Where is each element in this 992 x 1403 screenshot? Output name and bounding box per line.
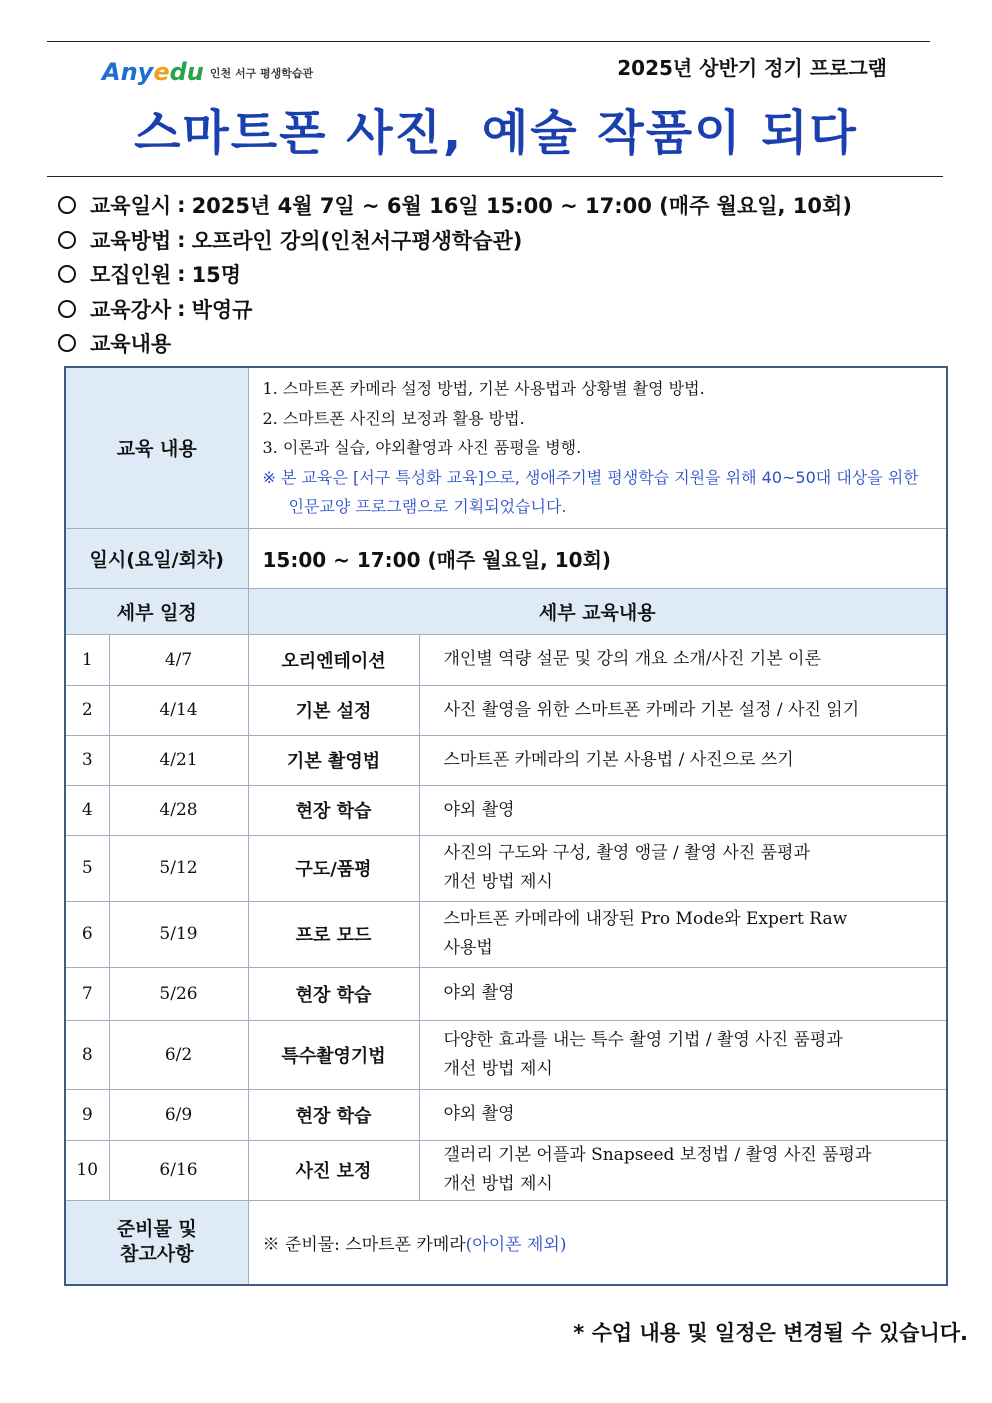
- logo: [102, 46, 313, 86]
- time-head: 일시(요일/회차): [65, 528, 248, 588]
- info-item-content: 교육내용: [58, 326, 852, 361]
- detail-head: 세부 교육내용: [248, 588, 947, 634]
- content-note: ※ 본 교육은 [서구 특성화 교육]으로, 생애주기별 평생학습 지원을 위해 40~50대 대상을 위한 인문교양 프로그램으로 기획되었습니다.: [262, 467, 919, 516]
- info-item-date: 교육일시 : 2025년 4월 7일 ~ 6월 16일 15:00 ~ 17:00 (매주 월요일, 10회): [58, 188, 852, 223]
- table-row: 5 5/12 구도/품평 사진의 구도와 구성, 촬영 앵글 / 촬영 사진 품평과 개선 방법 제시: [65, 835, 947, 901]
- program-label: 2025년 상반기 정기 프로그램: [617, 56, 887, 80]
- table-row: 8 6/2 특수촬영기법 다양한 효과를 내는 특수 촬영 기법 / 촬영 사진 품평과 개선 방법 제시: [65, 1020, 947, 1089]
- logo-brand: Anyedu: [102, 58, 204, 86]
- prep-text: ※ 준비물: 스마트폰 카메라(아이폰 제외): [248, 1200, 947, 1285]
- page-title: 스마트폰 사진, 예술 작품이 되다: [134, 105, 858, 161]
- circle-bullet-icon: [58, 231, 76, 249]
- info-list: [58, 188, 852, 361]
- info-item-instructor: 교육강사 : 박영규: [58, 292, 852, 327]
- table-row: 2 4/14 기본 설정 사진 촬영을 위한 스마트폰 카메라 기본 설정 / 사진 읽기: [65, 685, 947, 735]
- table-row: 4 4/28 현장 학습 야외 촬영: [65, 785, 947, 835]
- prep-row: [65, 1200, 947, 1285]
- content-body: 1. 스마트폰 카메라 설정 방법, 기본 사용법과 상황별 촬영 방법. 2. 스마트폰 사진의 보정과 활용 방법. 3. 이론과 실습, 야외촬영과 사진 품평을 병행. ※ 본 교육은 [서구 특성화 교육]으로, 생애주기별 평생학습 지원을 위해 40~50대 대상을 위한 인문교양 프로그램으로 기획되었습니다.: [248, 367, 947, 528]
- title-rule: [47, 176, 943, 177]
- footer-note: * 수업 내용 및 일정은 변경될 수 있습니다.: [573, 1321, 968, 1345]
- table-row: 3 4/21 기본 촬영법 스마트폰 카메라의 기본 사용법 / 사진으로 쓰기: [65, 735, 947, 785]
- schedule-header-row: [65, 588, 947, 634]
- content-head: 교육 내용: [65, 367, 248, 528]
- table-row: 1 4/7 오리엔테이션 개인별 역량 설문 및 강의 개요 소개/사진 기본 이론: [65, 634, 947, 685]
- schedule-head: 세부 일정: [65, 588, 248, 634]
- circle-bullet-icon: [58, 334, 76, 352]
- circle-bullet-icon: [58, 196, 76, 214]
- top-rule: [47, 41, 930, 42]
- info-item-method: 교육방법 : 오프라인 강의(인천서구평생학습관): [58, 223, 852, 258]
- curriculum-table: [64, 366, 948, 1286]
- time-value: 15:00 ~ 17:00 (매주 월요일, 10회): [248, 528, 947, 588]
- time-row: [65, 528, 947, 588]
- circle-bullet-icon: [58, 265, 76, 283]
- prep-head: 준비물 및 참고사항: [65, 1200, 248, 1285]
- info-item-capacity: 모집인원 : 15명: [58, 257, 852, 292]
- table-row: 6 5/19 프로 모드 스마트폰 카메라에 내장된 Pro Mode와 Expert Raw 사용법: [65, 901, 947, 967]
- table-row: 9 6/9 현장 학습 야외 촬영: [65, 1089, 947, 1140]
- content-row: [65, 367, 947, 528]
- logo-org-name: 인천 서구 평생학습관: [209, 67, 314, 80]
- circle-bullet-icon: [58, 300, 76, 318]
- table-row: 10 6/16 사진 보정 갤러리 기본 어플과 Snapseed 보정법 / 촬영 사진 품평과 개선 방법 제시: [65, 1140, 947, 1200]
- table-row: 7 5/26 현장 학습 야외 촬영: [65, 967, 947, 1020]
